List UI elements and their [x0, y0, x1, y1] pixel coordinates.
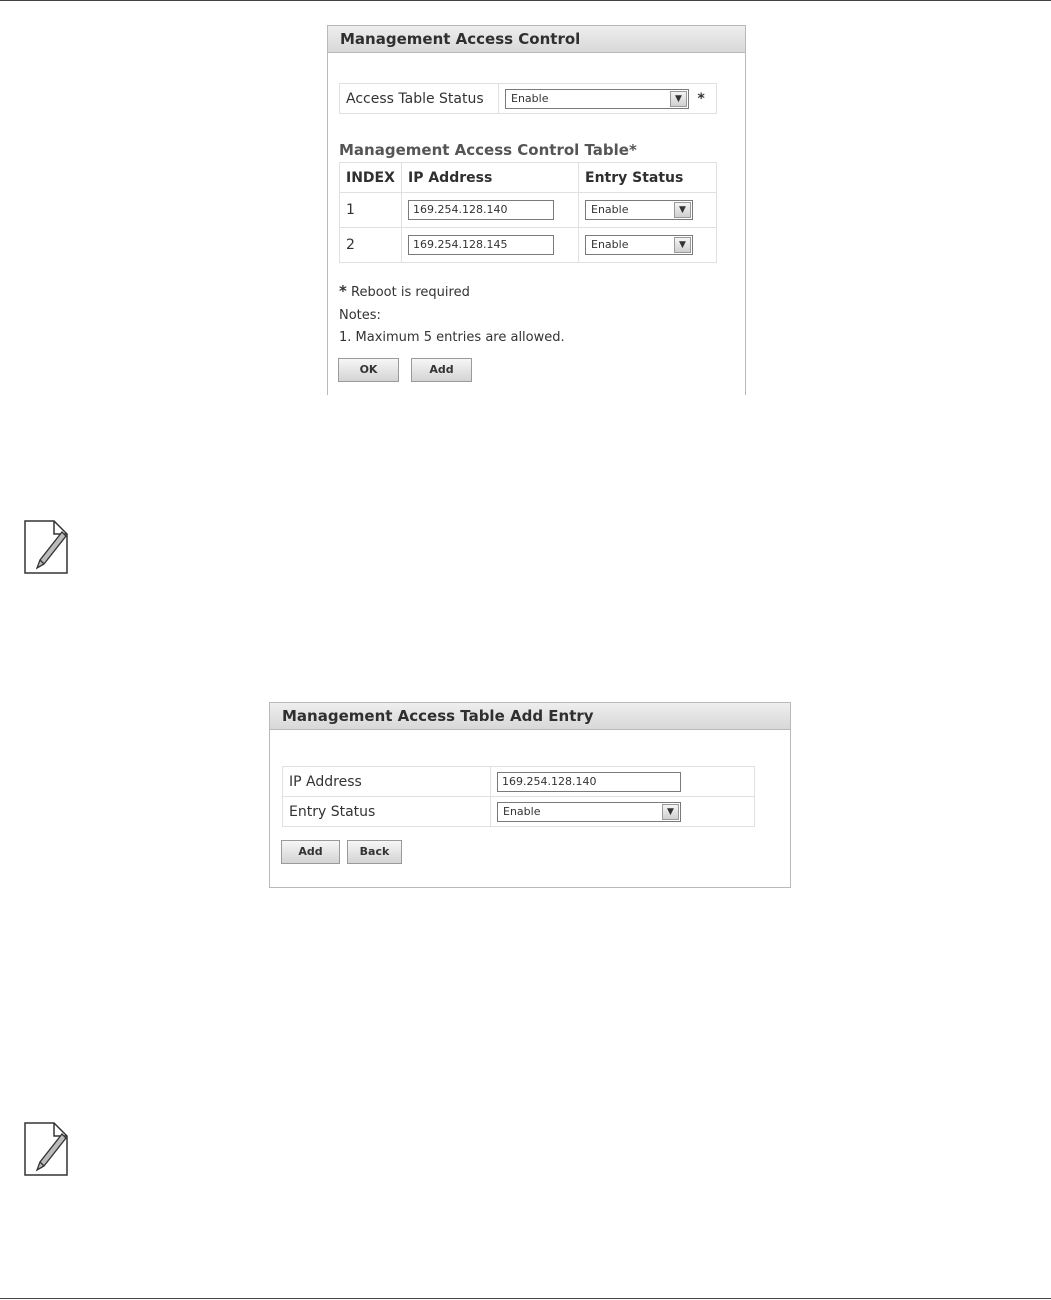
table-title: Management Access Control Table* [339, 141, 637, 159]
column-header-index: INDEX [340, 163, 402, 193]
select-value: Enable [591, 203, 629, 216]
access-status-table [339, 83, 717, 114]
reboot-text: Reboot is required [351, 285, 470, 300]
access-control-table [339, 162, 717, 263]
ip-address-input[interactable]: 169.254.128.140 [497, 772, 681, 792]
table-row [340, 193, 717, 228]
notes-label: Notes: [339, 308, 381, 323]
ip-address-input[interactable]: 169.254.128.140 [408, 200, 554, 220]
note-pencil-icon [22, 518, 72, 576]
dropdown-arrow-icon: ▼ [662, 804, 679, 820]
top-rule [0, 0, 1051, 1]
select-value: Enable [503, 804, 541, 818]
row-index: 1 [340, 193, 402, 228]
add-button[interactable]: Add [281, 840, 340, 864]
management-access-control-panel [327, 25, 746, 395]
select-value: Enable [511, 91, 549, 105]
ip-address-label: IP Address [283, 767, 491, 797]
entry-status-label: Entry Status [283, 797, 491, 827]
dropdown-arrow-icon: ▼ [674, 202, 691, 218]
entry-status-select[interactable] [497, 802, 681, 822]
bottom-rule [0, 1298, 1051, 1299]
column-header-status: Entry Status [579, 163, 717, 193]
required-asterisk: * [697, 90, 705, 107]
column-header-ip: IP Address [402, 163, 579, 193]
ip-address-input[interactable]: 169.254.128.145 [408, 235, 554, 255]
add-entry-form [282, 766, 755, 827]
add-entry-panel [269, 702, 791, 888]
add-button[interactable]: Add [411, 358, 472, 382]
access-table-status-label: Access Table Status [340, 84, 499, 114]
panel-title: Management Access Control [328, 26, 745, 53]
entry-status-select[interactable] [585, 200, 693, 220]
reboot-note [339, 282, 470, 300]
select-value: Enable [591, 238, 629, 251]
dropdown-arrow-icon: ▼ [670, 91, 687, 107]
ok-button[interactable]: OK [338, 358, 399, 382]
entry-status-select[interactable] [585, 235, 693, 255]
row-index: 2 [340, 228, 402, 263]
reboot-asterisk: * [339, 282, 347, 300]
back-button[interactable]: Back [347, 840, 402, 864]
dropdown-arrow-icon: ▼ [674, 237, 691, 253]
note-pencil-icon [22, 1120, 72, 1178]
panel-title: Management Access Table Add Entry [270, 703, 790, 730]
table-row [340, 228, 717, 263]
note-item: 1. Maximum 5 entries are allowed. [339, 330, 565, 345]
access-table-status-select[interactable] [505, 89, 689, 109]
